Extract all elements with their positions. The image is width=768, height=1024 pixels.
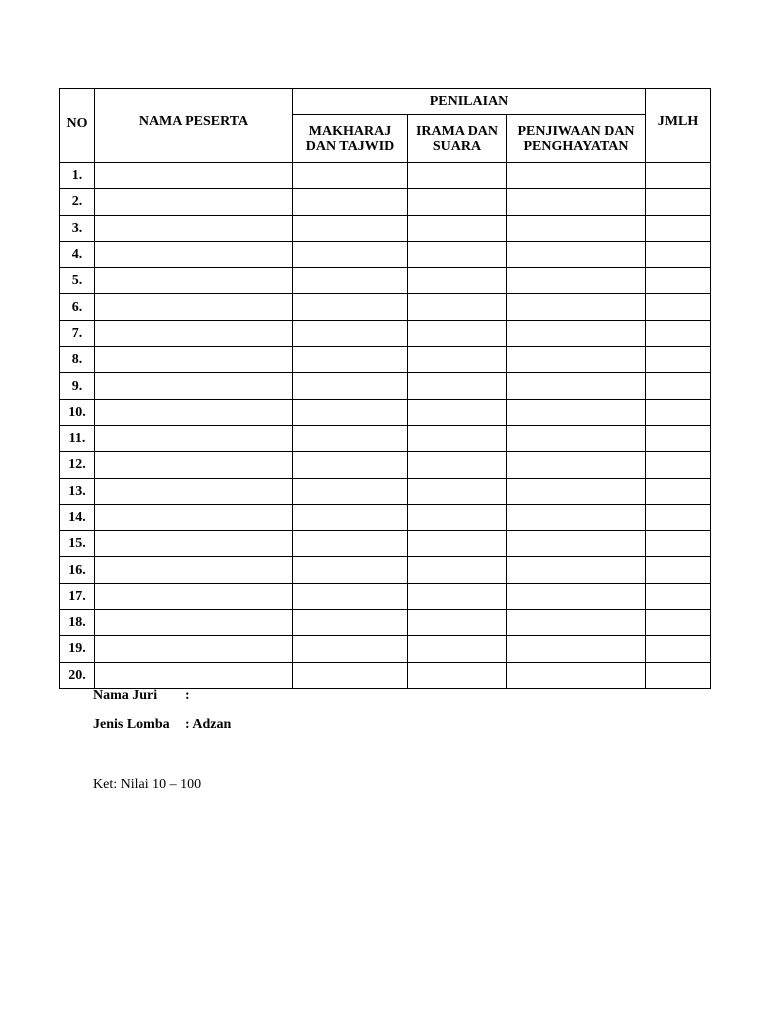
total-score-cell[interactable] xyxy=(646,241,711,267)
makharaj-score-cell[interactable] xyxy=(293,320,408,346)
irama-score-cell[interactable] xyxy=(408,163,507,189)
header-nama-peserta: NAMA PESERTA xyxy=(95,89,293,163)
row-number: 2. xyxy=(60,189,95,215)
irama-score-cell[interactable] xyxy=(408,504,507,530)
total-score-cell[interactable] xyxy=(646,347,711,373)
participant-name-cell[interactable] xyxy=(95,399,293,425)
row-number: 10. xyxy=(60,399,95,425)
makharaj-score-cell[interactable] xyxy=(293,531,408,557)
jenis-lomba-line xyxy=(93,717,231,733)
irama-score-cell[interactable] xyxy=(408,478,507,504)
irama-score-cell[interactable] xyxy=(408,241,507,267)
irama-score-cell[interactable] xyxy=(408,557,507,583)
irama-score-cell[interactable] xyxy=(408,636,507,662)
irama-score-cell[interactable] xyxy=(408,531,507,557)
participant-name-cell[interactable] xyxy=(95,215,293,241)
total-score-cell[interactable] xyxy=(646,215,711,241)
table-row xyxy=(60,557,711,583)
penjiwaan-score-cell[interactable] xyxy=(507,163,646,189)
row-number: 8. xyxy=(60,347,95,373)
makharaj-score-cell[interactable] xyxy=(293,478,408,504)
participant-name-cell[interactable] xyxy=(95,294,293,320)
irama-score-cell[interactable] xyxy=(408,320,507,346)
makharaj-score-cell[interactable] xyxy=(293,662,408,688)
irama-score-cell[interactable] xyxy=(408,452,507,478)
participant-name-cell[interactable] xyxy=(95,347,293,373)
nama-juri-value: : xyxy=(185,688,190,703)
irama-score-cell[interactable] xyxy=(408,268,507,294)
irama-score-cell[interactable] xyxy=(408,215,507,241)
makharaj-score-cell[interactable] xyxy=(293,241,408,267)
makharaj-score-cell[interactable] xyxy=(293,189,408,215)
total-score-cell[interactable] xyxy=(646,636,711,662)
header-jumlah: JMLH xyxy=(646,89,711,163)
participant-name-cell[interactable] xyxy=(95,504,293,530)
row-number: 5. xyxy=(60,268,95,294)
total-score-cell[interactable] xyxy=(646,425,711,451)
total-score-cell[interactable] xyxy=(646,478,711,504)
row-number: 7. xyxy=(60,320,95,346)
score-sheet-table xyxy=(59,88,711,689)
row-number: 16. xyxy=(60,557,95,583)
irama-score-cell[interactable] xyxy=(408,189,507,215)
penjiwaan-score-cell[interactable] xyxy=(507,399,646,425)
makharaj-score-cell[interactable] xyxy=(293,425,408,451)
penjiwaan-score-cell[interactable] xyxy=(507,478,646,504)
row-number: 20. xyxy=(60,662,95,688)
total-score-cell[interactable] xyxy=(646,163,711,189)
nama-juri-label: Nama Juri xyxy=(93,688,158,703)
table-row xyxy=(60,452,711,478)
makharaj-score-cell[interactable] xyxy=(293,215,408,241)
table-row xyxy=(60,294,711,320)
irama-score-cell[interactable] xyxy=(408,399,507,425)
total-score-cell[interactable] xyxy=(646,504,711,530)
makharaj-score-cell[interactable] xyxy=(293,557,408,583)
penjiwaan-score-cell[interactable] xyxy=(507,373,646,399)
irama-score-cell[interactable] xyxy=(408,347,507,373)
jenis-lomba-label: Jenis Lomba xyxy=(93,717,170,732)
makharaj-score-cell[interactable] xyxy=(293,268,408,294)
row-number: 12. xyxy=(60,452,95,478)
penjiwaan-score-cell[interactable] xyxy=(507,347,646,373)
participant-name-cell[interactable] xyxy=(95,531,293,557)
participant-name-cell[interactable] xyxy=(95,610,293,636)
participant-name-cell[interactable] xyxy=(95,163,293,189)
irama-score-cell[interactable] xyxy=(408,294,507,320)
header-makharaj: MAKHARAJ DAN TAJWID xyxy=(293,115,408,163)
makharaj-score-cell[interactable] xyxy=(293,504,408,530)
makharaj-score-cell[interactable] xyxy=(293,347,408,373)
table-row xyxy=(60,610,711,636)
row-number: 3. xyxy=(60,215,95,241)
participant-name-cell[interactable] xyxy=(95,583,293,609)
row-number: 1. xyxy=(60,163,95,189)
total-score-cell[interactable] xyxy=(646,583,711,609)
row-number: 17. xyxy=(60,583,95,609)
table-row xyxy=(60,399,711,425)
penjiwaan-score-cell[interactable] xyxy=(507,610,646,636)
row-number: 9. xyxy=(60,373,95,399)
irama-score-cell[interactable] xyxy=(408,373,507,399)
penjiwaan-score-cell[interactable] xyxy=(507,241,646,267)
row-number: 14. xyxy=(60,504,95,530)
participant-name-cell[interactable] xyxy=(95,478,293,504)
table-row xyxy=(60,478,711,504)
row-number: 13. xyxy=(60,478,95,504)
row-number: 15. xyxy=(60,531,95,557)
table-row xyxy=(60,215,711,241)
irama-score-cell[interactable] xyxy=(408,583,507,609)
table-row xyxy=(60,347,711,373)
irama-score-cell[interactable] xyxy=(408,610,507,636)
penjiwaan-score-cell[interactable] xyxy=(507,215,646,241)
header-penjiwaan: PENJIWAAN DAN PENGHAYATAN xyxy=(507,115,646,163)
penjiwaan-score-cell[interactable] xyxy=(507,189,646,215)
penjiwaan-score-cell[interactable] xyxy=(507,662,646,688)
row-number: 11. xyxy=(60,425,95,451)
penjiwaan-score-cell[interactable] xyxy=(507,636,646,662)
penjiwaan-score-cell[interactable] xyxy=(507,504,646,530)
penjiwaan-score-cell[interactable] xyxy=(507,531,646,557)
makharaj-score-cell[interactable] xyxy=(293,583,408,609)
table-row xyxy=(60,531,711,557)
penjiwaan-score-cell[interactable] xyxy=(507,583,646,609)
irama-score-cell[interactable] xyxy=(408,425,507,451)
row-number: 18. xyxy=(60,610,95,636)
total-score-cell[interactable] xyxy=(646,531,711,557)
table-row xyxy=(60,425,711,451)
table-row xyxy=(60,504,711,530)
participant-name-cell[interactable] xyxy=(95,452,293,478)
participant-name-cell[interactable] xyxy=(95,636,293,662)
jenis-lomba-value: : Adzan xyxy=(185,717,232,732)
penjiwaan-score-cell[interactable] xyxy=(507,268,646,294)
table-row xyxy=(60,662,711,688)
total-score-cell[interactable] xyxy=(646,268,711,294)
table-body xyxy=(60,163,711,689)
makharaj-score-cell[interactable] xyxy=(293,294,408,320)
header-penilaian: PENILAIAN xyxy=(293,89,646,115)
table-row xyxy=(60,373,711,399)
total-score-cell[interactable] xyxy=(646,320,711,346)
table-row xyxy=(60,189,711,215)
total-score-cell[interactable] xyxy=(646,399,711,425)
makharaj-score-cell[interactable] xyxy=(293,610,408,636)
table-row xyxy=(60,163,711,189)
total-score-cell[interactable] xyxy=(646,557,711,583)
score-range-note: Ket: Nilai 10 – 100 xyxy=(93,777,202,792)
participant-name-cell[interactable] xyxy=(95,373,293,399)
row-number: 19. xyxy=(60,636,95,662)
participant-name-cell[interactable] xyxy=(95,425,293,451)
header-no: NO xyxy=(60,89,95,163)
makharaj-score-cell[interactable] xyxy=(293,452,408,478)
penjiwaan-score-cell[interactable] xyxy=(507,557,646,583)
makharaj-score-cell[interactable] xyxy=(293,163,408,189)
participant-name-cell[interactable] xyxy=(95,189,293,215)
row-number: 4. xyxy=(60,241,95,267)
table-row xyxy=(60,636,711,662)
makharaj-score-cell[interactable] xyxy=(293,636,408,662)
total-score-cell[interactable] xyxy=(646,452,711,478)
table-row xyxy=(60,320,711,346)
total-score-cell[interactable] xyxy=(646,373,711,399)
makharaj-score-cell[interactable] xyxy=(293,373,408,399)
participant-name-cell[interactable] xyxy=(95,268,293,294)
row-number: 6. xyxy=(60,294,95,320)
irama-score-cell[interactable] xyxy=(408,662,507,688)
participant-name-cell[interactable] xyxy=(95,241,293,267)
penjiwaan-score-cell[interactable] xyxy=(507,425,646,451)
nama-juri-line xyxy=(93,688,190,704)
participant-name-cell[interactable] xyxy=(95,320,293,346)
participant-name-cell[interactable] xyxy=(95,662,293,688)
penjiwaan-score-cell[interactable] xyxy=(507,320,646,346)
table-row xyxy=(60,268,711,294)
table-row xyxy=(60,241,711,267)
total-score-cell[interactable] xyxy=(646,610,711,636)
penjiwaan-score-cell[interactable] xyxy=(507,452,646,478)
total-score-cell[interactable] xyxy=(646,189,711,215)
penjiwaan-score-cell[interactable] xyxy=(507,294,646,320)
total-score-cell[interactable] xyxy=(646,662,711,688)
total-score-cell[interactable] xyxy=(646,294,711,320)
makharaj-score-cell[interactable] xyxy=(293,399,408,425)
table-row xyxy=(60,583,711,609)
header-irama: IRAMA DAN SUARA xyxy=(408,115,507,163)
participant-name-cell[interactable] xyxy=(95,557,293,583)
